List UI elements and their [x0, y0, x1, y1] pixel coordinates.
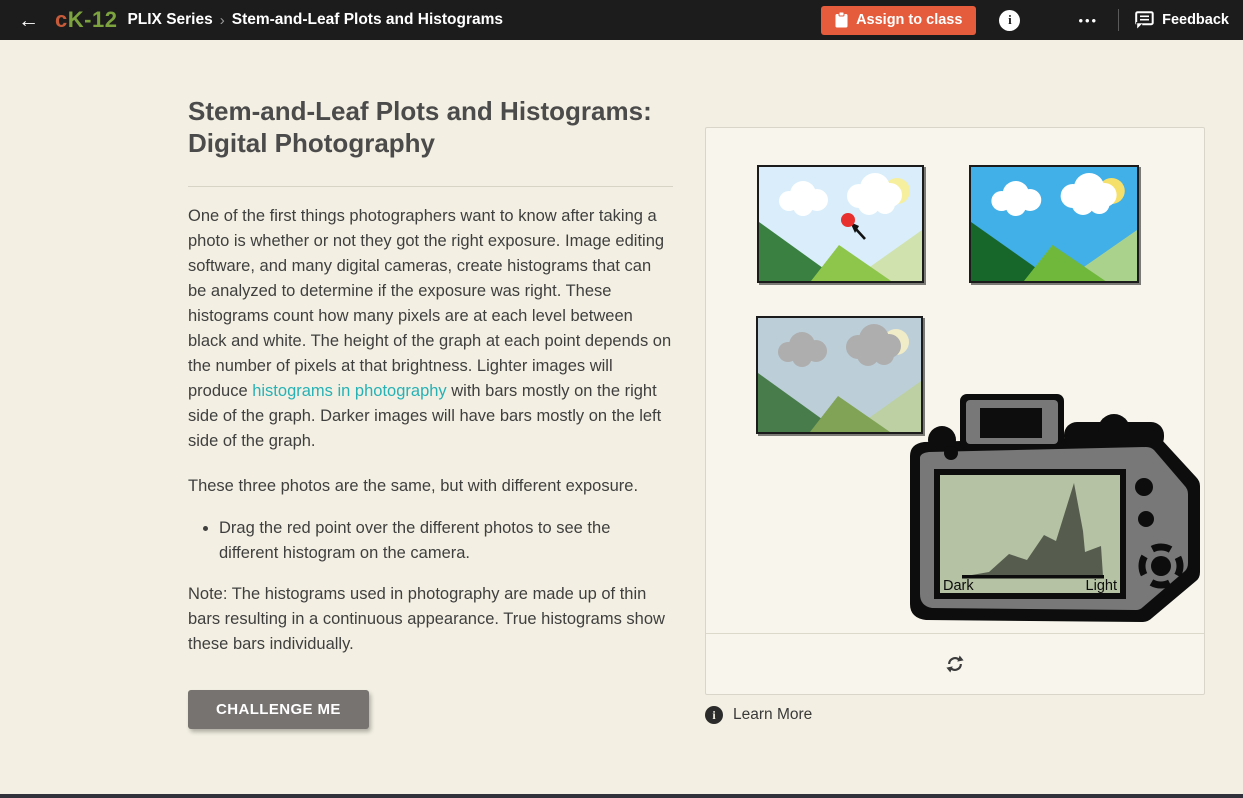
photo-normal[interactable] — [969, 165, 1139, 283]
interactive-panel — [705, 127, 1205, 695]
topbar-divider — [1118, 9, 1119, 31]
dark-label: Dark — [943, 578, 974, 594]
breadcrumb-plix-series[interactable]: PLIX Series — [127, 11, 213, 28]
assign-to-class-label: Assign to class — [856, 12, 963, 28]
intro-text-after-link: with bars mostly on the right side of the graph. Darker images will have bars mostly on the left side of the graph. — [188, 382, 662, 450]
intro-text-before-link: One of the first things photographers want to know after taking a photo is whether or not they got the right exposure. Image editing software, and many digital cameras, create histograms that can be analyzed to determine if the exposure was right. These histograms count how many pixels are at each level between black and white. The height of the graph at each point depends on the number of pixels at that brightness. Lighter images will produce — [188, 207, 672, 400]
intro-paragraph — [188, 204, 673, 454]
viewfinder-screen — [980, 408, 1042, 438]
drag-instruction-item: • Drag the red point over the different photos to see the different histogram on the camera. — [219, 516, 673, 566]
panel-footer — [706, 633, 1204, 694]
learn-more-button[interactable] — [705, 706, 812, 724]
camera-bump-right2 — [1098, 414, 1130, 446]
topbar-actions — [821, 6, 1229, 35]
red-drag-point[interactable] — [841, 213, 855, 227]
photos-sentence: These three photos are the same, but with different exposure. — [188, 477, 639, 495]
instruction-list — [188, 516, 673, 566]
histograms-in-photography-link[interactable]: histograms in photography — [252, 382, 447, 400]
title-divider — [188, 186, 673, 187]
feedback-icon — [1135, 11, 1154, 29]
camera-button-top — [1135, 478, 1153, 496]
breadcrumb-current[interactable]: Stem-and-Leaf Plots and Histograms — [231, 11, 504, 28]
refresh-button[interactable] — [941, 650, 969, 678]
note-paragraph: Note: The histograms used in photography are made up of thin bars resulting in a continuous appearance. True histograms show these bars individually. — [188, 585, 665, 653]
camera-button-bottom — [1138, 511, 1154, 527]
photo-underexposed[interactable] — [756, 316, 923, 434]
learn-more-info-icon: i — [705, 706, 723, 724]
learn-more-label: Learn More — [733, 706, 813, 723]
assign-to-class-button[interactable] — [821, 6, 976, 35]
bottom-strip — [0, 794, 1243, 798]
light-label: Light — [1085, 578, 1117, 594]
page-title: Stem-and-Leaf Plots and Histograms: Digital Photography — [188, 96, 652, 158]
photo-overexposed[interactable] — [757, 165, 924, 283]
camera-illustration — [904, 392, 1204, 624]
refresh-icon — [945, 654, 965, 674]
info-icon[interactable]: i — [999, 10, 1020, 31]
logo-c: c — [55, 7, 68, 32]
logo-k12: K-12 — [67, 7, 118, 32]
camera-dot-topleft — [944, 446, 958, 460]
feedback-button[interactable] — [1135, 11, 1229, 29]
breadcrumb — [127, 11, 503, 29]
feedback-label: Feedback — [1162, 12, 1229, 28]
more-options-icon[interactable]: ••• — [1078, 12, 1099, 28]
challenge-me-button[interactable]: CHALLENGE ME — [188, 690, 369, 729]
histogram-axis — [962, 575, 1104, 579]
article-column — [188, 95, 673, 729]
breadcrumb-separator: › — [219, 11, 225, 29]
ck12-logo[interactable] — [55, 7, 117, 33]
back-arrow-icon[interactable]: ← — [18, 8, 39, 32]
topbar — [0, 0, 1243, 40]
clipboard-icon — [835, 12, 848, 28]
